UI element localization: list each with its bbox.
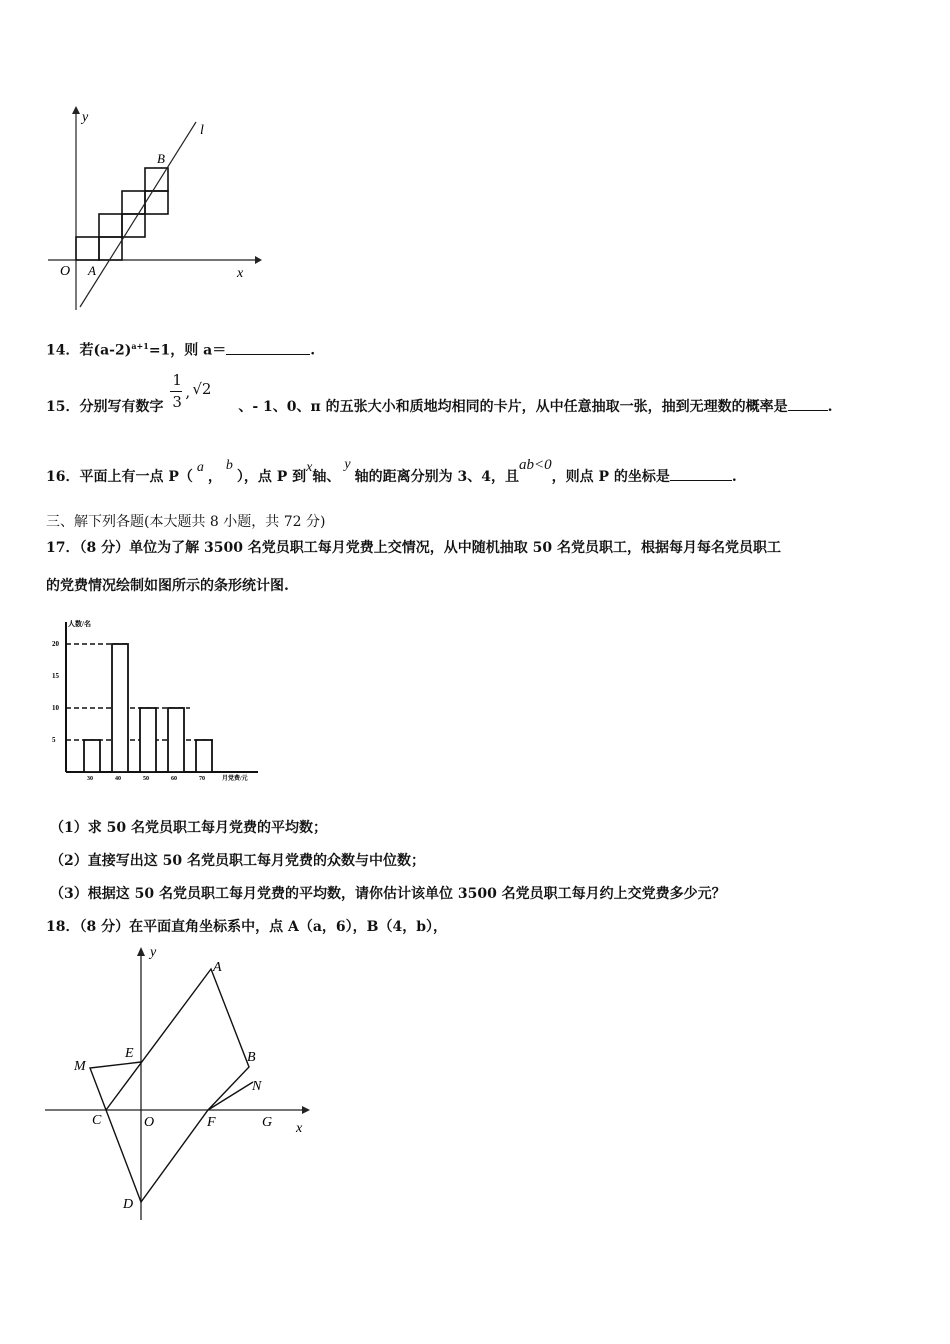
section-heading: 三、解下列各题(本大题共 8 小题，共 72 分) xyxy=(46,514,326,530)
x-axis-arrow xyxy=(302,1106,310,1114)
label-x: x xyxy=(237,266,244,281)
label-D: D xyxy=(123,1197,134,1212)
answer-blank-16 xyxy=(670,466,732,481)
label-N: N xyxy=(252,1079,262,1094)
label-G: G xyxy=(262,1115,273,1130)
label-A: A xyxy=(88,263,96,278)
bar-40 xyxy=(112,644,128,772)
bar-70 xyxy=(196,740,212,772)
y-axis-arrow xyxy=(137,947,145,956)
answer-blank-14 xyxy=(226,340,310,355)
label-y: y xyxy=(150,945,157,960)
bar-60 xyxy=(168,708,184,772)
question-17-line2: 的党费情况绘制如图所示的条形统计图. xyxy=(46,578,289,594)
line-l xyxy=(80,122,196,307)
question-14: 14．若$(a-2)^{a+1}=1$，则 a＝ . xyxy=(46,341,316,359)
question-17-line1: 17．（8 分）单位为了解 3500 名党员职工每月党费上交情况，从中随机抽取 50 名党员职工，根据每月每名党员职工 xyxy=(46,540,782,556)
question-18: 18．（8 分）在平面直角坐标系中，点 A（a，6），B（4，b）， xyxy=(46,919,448,935)
label-O: O xyxy=(144,1115,155,1130)
label-B: B xyxy=(247,1050,256,1065)
y-tick-label: 5 xyxy=(52,736,56,744)
label-C: C xyxy=(92,1113,102,1128)
question-15: 15．分别写有数字 1 3 , √2 、- 1、0、π 的五张大小和质地均相同的卡片，从中任意抽取一张，抽到无理数的概率是 . xyxy=(46,371,833,415)
x-tick-label: 40 xyxy=(115,776,121,782)
label-y: y xyxy=(82,110,89,125)
question-17-sub2: （2）直接写出这 50 名党员职工每月党费的众数与中位数； xyxy=(50,853,425,869)
answer-blank-15 xyxy=(788,396,828,411)
label-A: A xyxy=(213,960,222,975)
x-axis-label: 月党费/元 xyxy=(222,776,248,782)
y-axis-label: 人数/名 xyxy=(68,620,91,628)
x-tick-label: 30 xyxy=(87,776,93,782)
label-B: B xyxy=(157,151,165,166)
grid-squares xyxy=(76,168,168,260)
question-16: 16．平面上有一点 P（a，b），点 P 到x轴、y轴的距离分别为 3、4，且ab<0，则点 P 的坐标是 . xyxy=(46,457,737,485)
y-axis-arrow xyxy=(72,106,80,114)
label-O: O xyxy=(60,264,71,279)
y-tick-label: 10 xyxy=(52,704,59,712)
bar-50 xyxy=(140,708,156,772)
numbers-fraction-sqrt: 1 3 , √2 xyxy=(172,371,212,411)
figure-grid-line xyxy=(40,100,270,315)
figure-coordinate-quadrilateral xyxy=(40,940,330,1225)
y-tick-label: 20 xyxy=(52,640,59,648)
question-17-sub3: （3）根据这 50 名党员职工每月党费的平均数，请你估计该单位 3500 名党员职工每月约上交党费多少元？ xyxy=(50,886,726,902)
x-tick-label: 70 xyxy=(199,776,205,782)
label-E: E xyxy=(125,1046,134,1061)
figure-lines xyxy=(90,969,253,1202)
label-F: F xyxy=(207,1115,216,1130)
x-axis-arrow xyxy=(255,256,262,264)
label-x: x xyxy=(296,1121,303,1136)
label-l: l xyxy=(200,123,204,138)
bar-30 xyxy=(84,740,100,772)
question-17-sub1: （1）求 50 名党员职工每月党费的平均数； xyxy=(50,820,327,836)
x-tick-label: 50 xyxy=(143,776,149,782)
x-tick-label: 60 xyxy=(171,776,177,782)
bar-chart xyxy=(48,612,276,788)
label-M: M xyxy=(74,1059,86,1074)
y-tick-label: 15 xyxy=(52,672,59,680)
